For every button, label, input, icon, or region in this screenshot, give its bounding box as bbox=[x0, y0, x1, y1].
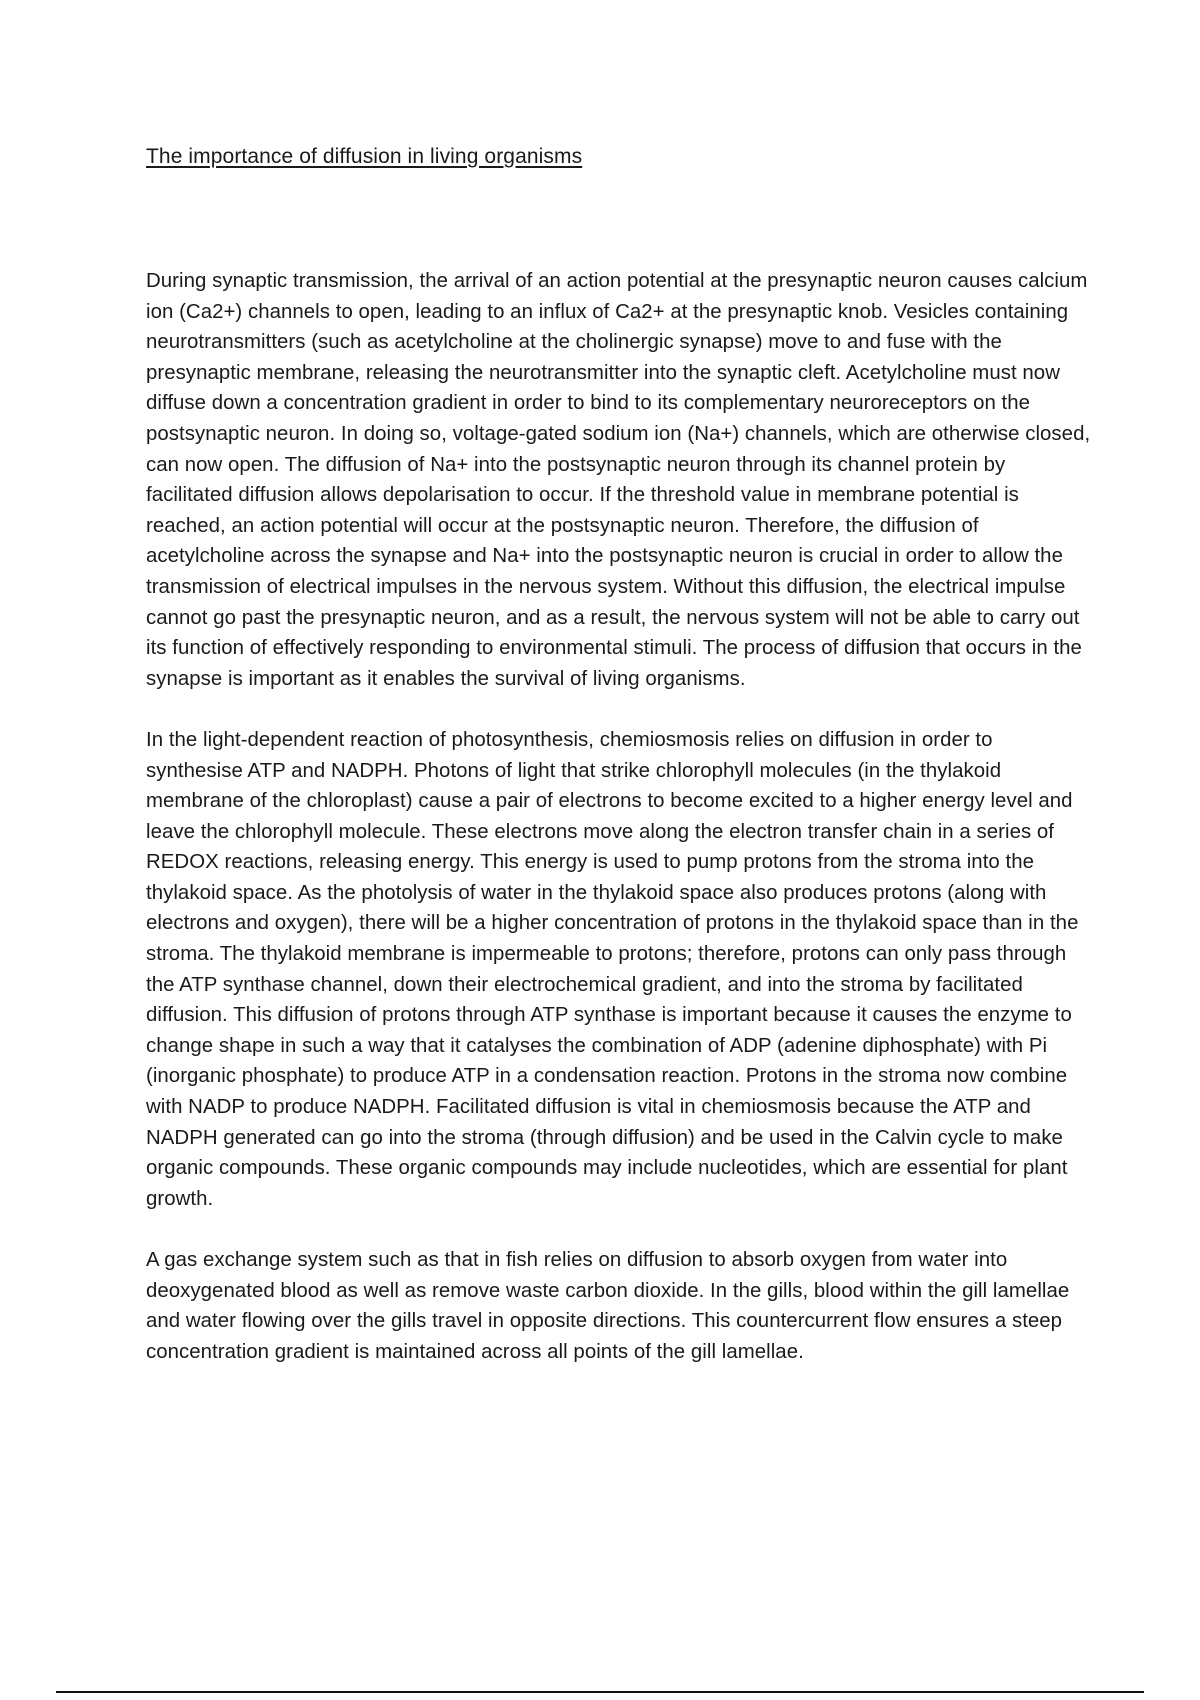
paragraph-fish-gas-exchange: A gas exchange system such as that in fish relies on diffusion to absorb oxygen from water into deoxygenated blood as well as remove waste carbon dioxide. In the gills, blood within the gill lamellae and water flowing over the gills travel in opposite directions. This countercurrent flow ensures a steep concentration gradient is maintained across all points of the gill lamellae. bbox=[146, 1249, 1070, 1363]
footer-divider bbox=[56, 1691, 1144, 1693]
paragraph-photosynthesis-chemiosmosis: In the light-dependent reaction of photosynthesis, chemiosmosis relies on diffusion in order to synthesise ATP and NADPH. Photons of light that strike chlorophyll molecules (in the thylakoid membrane of the chloroplast) cause a pair of electrons to become excited to a higher energy level and leave the chlorophyll molecule. These electrons move along the electron transfer chain in a series of REDOX reactions, releasing energy. This energy is used to pump protons from the stroma into the thylakoid space. As the photolysis of water in the thylakoid space also produces protons (along with electrons and oxygen), there will be a higher concentration of protons in the thylakoid space than in the stroma. The thylakoid membrane is impermeable to protons; therefore, protons can only pass through the ATP synthase channel, down their electrochemical gradient, and into the stroma by facilitated diffusion. This diffusion of protons through ATP synthase is important because it causes the enzyme to change shape in such a way that it catalyses the combination of ADP (adenine diphosphate) with Pi (inorganic phosphate) to produce ATP in a condensation reaction. Protons in the stroma now combine with NADP to produce NADPH. Facilitated diffusion is vital in chemiosmosis because the ATP and NADPH generated can go into the stroma (through diffusion) and be used in the Calvin cycle to make organic compounds. These organic compounds may include nucleotides, which are essential for plant growth. bbox=[146, 728, 1079, 1210]
paragraph-synaptic-transmission: During synaptic transmission, the arrival of an action potential at the presynaptic neuron causes calcium ion (Ca2+) channels to open, leading to an influx of Ca2+ at the presynaptic knob. Vesicles containing neurotransmitters (such as acetylcholine at the cholinergic synapse) move to and fuse with the presynaptic membrane, releasing the neurotransmitter into the synaptic cleft. Acetylcholine must now diffuse down a concentration gradient in order to bind to its complementary neuroreceptors on the postsynaptic neuron. In doing so, voltage-gated sodium ion (Na+) channels, which are otherwise closed, can now open. The diffusion of Na+ into the postsynaptic neuron through its channel protein by facilitated diffusion allows depolarisation to occur. If the threshold value in membrane potential is reached, an action potential will occur at the postsynaptic neuron. Therefore, the diffusion of acetylcholine across the synapse and Na+ into the postsynaptic neuron is crucial in order to allow the transmission of electrical impulses in the nervous system. Without this diffusion, the electrical impulse cannot go past the presynaptic neuron, and as a result, the nervous system will not be able to carry out its function of effectively responding to environmental stimuli. The process of diffusion that occurs in the synapse is important as it enables the survival of living organisms. bbox=[146, 270, 1091, 690]
document-body bbox=[146, 266, 1091, 1398]
document-title: The importance of diffusion in living organisms bbox=[146, 145, 583, 168]
